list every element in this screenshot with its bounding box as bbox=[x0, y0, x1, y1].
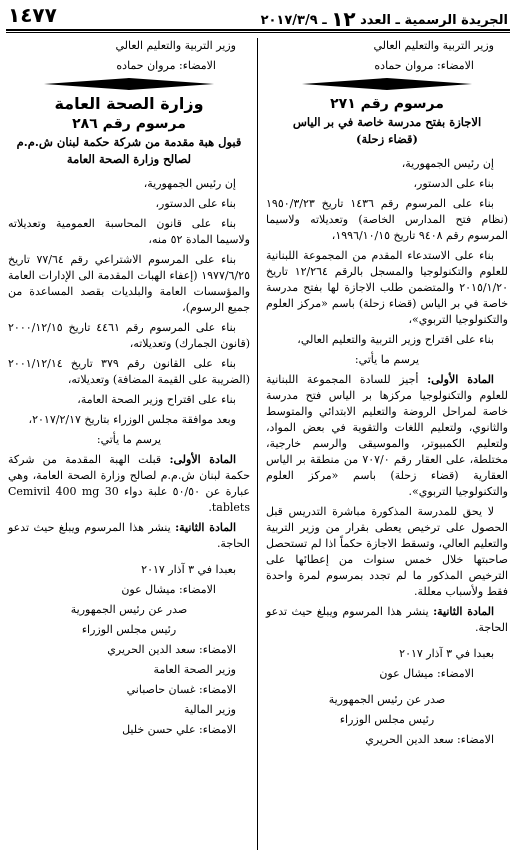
decree-subject-line-1: قبول هبة مقدمة من شركة حكمة لبنان ش.م.م bbox=[16, 135, 242, 149]
signature-role: وزير التربية والتعليم العالي bbox=[373, 39, 494, 52]
health-minister-role: وزير الصحة العامة bbox=[153, 663, 236, 676]
paragraph: يرسم ما يأتي: bbox=[96, 433, 162, 446]
signature-role: وزير التربية والتعليم العالي bbox=[115, 39, 236, 52]
finance-minister-role: وزير المالية bbox=[184, 703, 236, 716]
paragraph: وبعد موافقة مجلس الوزراء بتاريخ ٢٠١٧/٢/١٧، bbox=[28, 413, 236, 426]
gazette-title bbox=[261, 7, 508, 31]
pm-role: رئيس مجلس الوزراء bbox=[339, 713, 435, 726]
paragraph: بناء على الدستور، bbox=[413, 177, 494, 190]
decree-subject-line-2: (قضاء زحلة) bbox=[356, 132, 418, 146]
decree-title: مرسوم رقم ٢٨٦ bbox=[72, 116, 186, 132]
finance-minister-signature: الامضاء: علي حسن خليل bbox=[122, 723, 236, 736]
date-line: بعبدا في ٣ آذار ٢٠١٧ bbox=[399, 647, 494, 660]
ornament-divider bbox=[44, 78, 214, 90]
issued-by: صدر عن رئيس الجمهورية bbox=[70, 603, 188, 616]
paragraph: بناء على اقتراح وزير الصحة العامة، bbox=[77, 393, 236, 406]
decree-subject-line-2: لصالح وزارة الصحة العامة bbox=[66, 152, 192, 166]
paragraph: بناء على المرسوم الاشتراعي رقم ٧٧/٦٤ تاريخ ١٩٧٧/٦/٢٥ (إعفاء الهبات المقدمة الى الإدارات العامة والمؤسسات العامة والبلديات بقصد المساعدة من جميع الرسوم)، bbox=[8, 253, 250, 314]
header-rule bbox=[6, 29, 510, 31]
paragraph: إن رئيس الجمهورية، bbox=[143, 177, 236, 190]
paragraph: يرسم ما يأتي: bbox=[354, 353, 420, 366]
article-label: المادة الأولى: bbox=[169, 453, 236, 466]
gazette-name: الجريدة الرسمية ـ العدد bbox=[360, 13, 508, 28]
article-label: المادة الثانية: bbox=[175, 521, 236, 534]
paragraph: بناء على الدستور، bbox=[155, 197, 236, 210]
article-text: ينشر هذا المرسوم ويبلغ حيث تدعو الحاجة. bbox=[266, 605, 508, 634]
health-minister-signature: الامضاء: غسان حاصباني bbox=[126, 683, 236, 696]
paragraph: بناء على المرسوم رقم ١٤٣٦ تاريخ ١٩٥٠/٣/٢٣ (نظام فتح المدارس الخاصة) وتعديلاته ولاسيما المرسوم رقم ٩٤٠٨ تاريخ ١٩٩٦/١٠/١٥، bbox=[266, 197, 508, 242]
ministry-title: وزارة الصحة العامة bbox=[54, 94, 204, 113]
article-2 bbox=[8, 520, 250, 552]
paragraph: بناء على المرسوم رقم ٤٤٦١ تاريخ ٢٠٠٠/١٢/١٥ (قانون الجمارك) وتعديلاته، bbox=[8, 321, 250, 350]
right-column bbox=[266, 38, 508, 850]
decree-subject bbox=[266, 114, 508, 148]
president-signature: الامضاء: ميشال عون bbox=[379, 667, 474, 680]
paragraph: إن رئيس الجمهورية، bbox=[401, 157, 494, 170]
date-line: بعبدا في ٣ آذار ٢٠١٧ bbox=[141, 563, 236, 576]
article-label: المادة الثانية: bbox=[433, 605, 494, 618]
signature-name: الامضاء: مروان حماده bbox=[116, 59, 216, 72]
header-rule-thin bbox=[6, 32, 510, 33]
page-header bbox=[0, 0, 516, 30]
paragraph: بناء على القانون رقم ٣٧٩ تاريخ ٢٠٠١/١٢/١٤ (الضريبة على القيمة المضافة) وتعديلاته، bbox=[8, 357, 250, 386]
issue-number: ١٢ bbox=[331, 7, 356, 31]
column-separator bbox=[257, 38, 258, 850]
page-number: ١٤٧٧ bbox=[8, 3, 57, 27]
article-text: قبلت الهبة المقدمة من شركة حكمة لبنان ش.م.م لصالح وزارة الصحة العامة، وهي عبارة عن ٥٠/٥٠ علبة دواء Cemivil 400 mg 30 tablets. bbox=[8, 453, 250, 514]
ornament-divider bbox=[302, 78, 472, 90]
decree-title: مرسوم رقم ٢٧١ bbox=[330, 96, 444, 112]
issued-by: صدر عن رئيس الجمهورية bbox=[328, 693, 446, 706]
decree-subject bbox=[8, 134, 250, 168]
paragraph: لا يحق للمدرسة المذكورة مباشرة التدريس قبل الحصول على ترخيص يعطى بقرار من وزير التربية والتعليم العالي، وتسقط الاجازة حكماً اذا لم تستحصل صاحبتها خلال خمس سنوات من إعطائها على الترخيص المذكور ما لم تجدد بمرسوم لمرة واحدة فقط ولأسباب معللة. bbox=[266, 505, 508, 598]
article-text: ينشر هذا المرسوم ويبلغ حيث تدعو الحاجة. bbox=[8, 521, 250, 550]
article-text: أجيز للسادة المجموعة اللبنانية للعلوم والتكنولوجيا مركزها بر الياس فتح مدرسة خاصة لمراحل الروضة والتعليم الابتدائي والمتوسط والثانوي، ولتعليم اللغات والتقوية في بعض المواد، ولتعليم الكمبيوتر، والموسيقى والرسم خارجية، مختلطة، على العقار رقم ٧٠٧/٠ من منطقة بر الياس العقارية (قضاء زحلة) باسم «مركز العلوم والتكنولوجيا التربوي». bbox=[266, 373, 508, 498]
article-2 bbox=[266, 604, 508, 636]
pm-role: رئيس مجلس الوزراء bbox=[81, 623, 177, 636]
signature-name: الامضاء: مروان حماده bbox=[374, 59, 474, 72]
paragraph: بناء على اقتراح وزير التربية والتعليم العالي، bbox=[297, 333, 494, 346]
pm-signature: الامضاء: سعد الدين الحريري bbox=[107, 643, 236, 656]
paragraph: بناء على قانون المحاسبة العمومية وتعديلاته ولاسيما المادة ٥٢ منه، bbox=[8, 217, 250, 246]
article-label: المادة الأولى: bbox=[427, 373, 494, 386]
article-1 bbox=[266, 372, 508, 500]
left-column bbox=[8, 38, 250, 850]
paragraph: بناء على الاستدعاء المقدم من المجموعة اللبنانية للعلوم والتكنولوجيا والمسجل بالرقم ١٢/٢٦٤ تاريخ ٢٠١٥/١/٢٠ والمتضمن طلب الاجازة لها بفتح مدرسة خاصة في بر الياس (قضاء زحلة) باسم «مركز العلوم والتكنولوجيا التربوي»، bbox=[266, 249, 508, 326]
issue-date: ـ ٢٠١٧/٣/٩ bbox=[260, 13, 327, 28]
president-signature: الامضاء: ميشال عون bbox=[121, 583, 216, 596]
decree-subject-line-1: الاجازة بفتح مدرسة خاصة في بر الياس bbox=[292, 115, 482, 129]
article-1 bbox=[8, 452, 250, 516]
pm-signature: الامضاء: سعد الدين الحريري bbox=[365, 733, 494, 746]
